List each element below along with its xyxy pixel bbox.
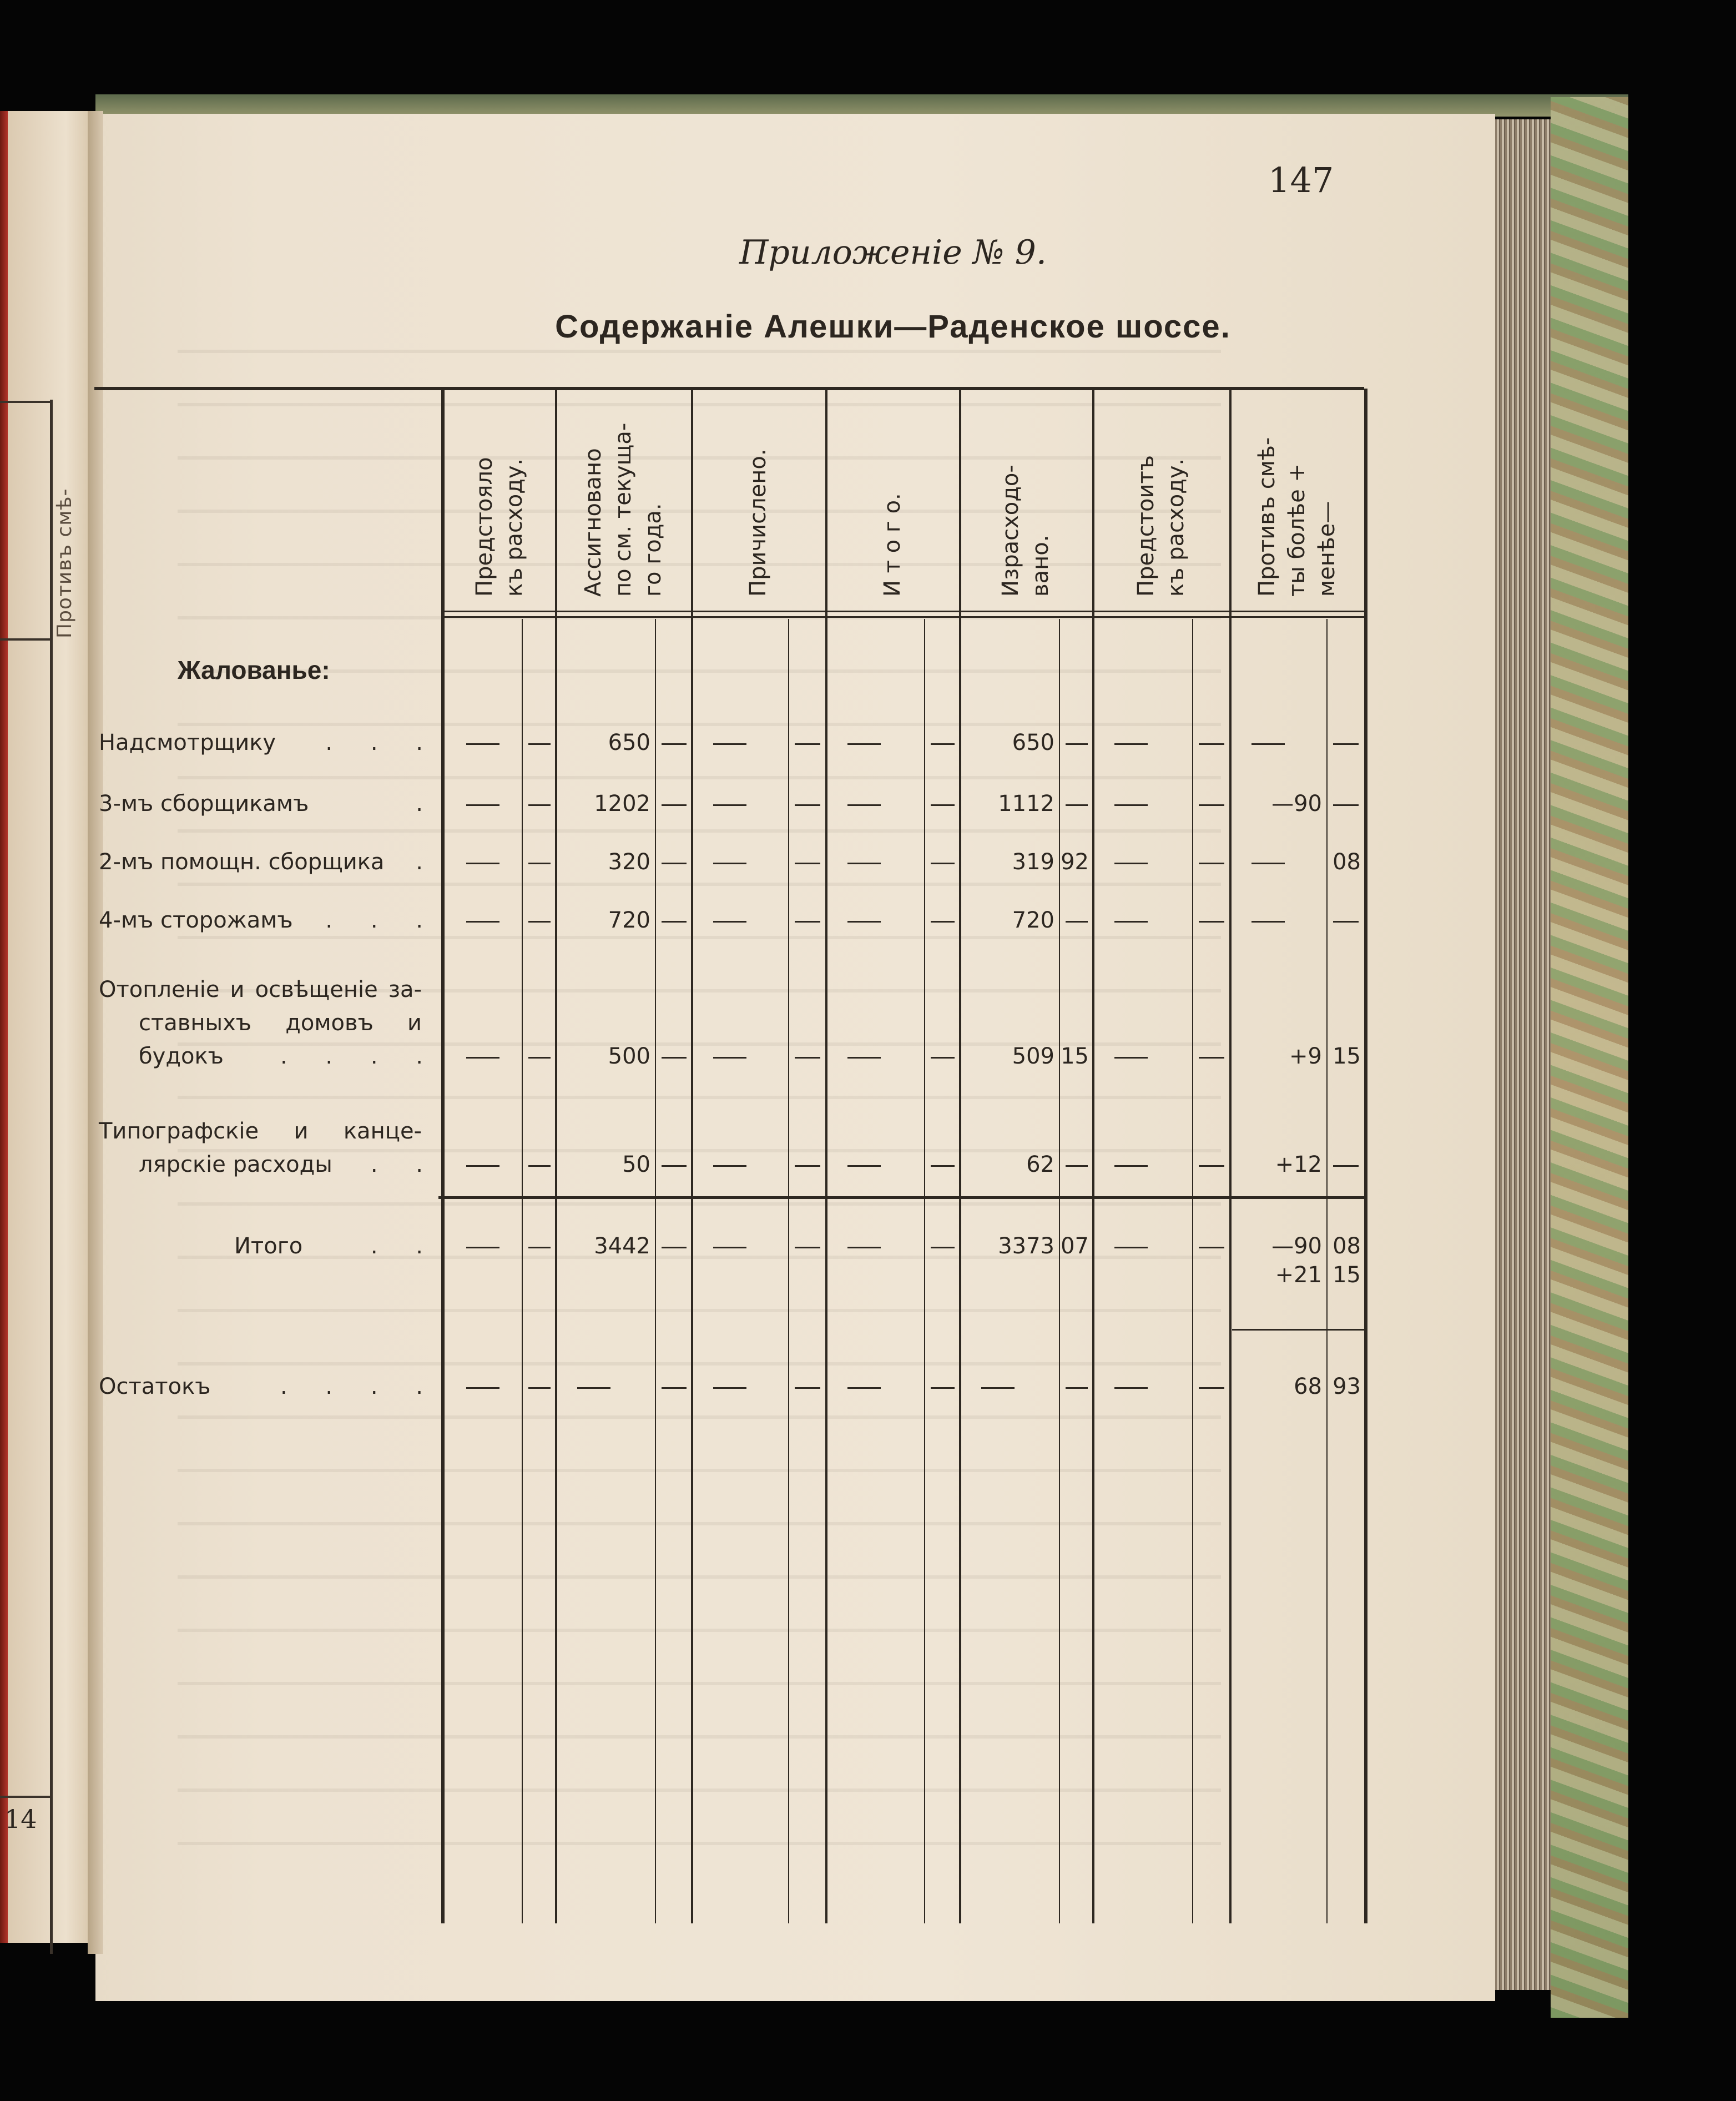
header-rule	[444, 611, 1364, 612]
cell-rubles: 68	[1294, 1374, 1322, 1399]
dash-mark	[795, 1057, 820, 1059]
cell-rubles: 1202	[594, 791, 650, 817]
leader-dots: .	[416, 849, 438, 875]
dash-mark	[1199, 1165, 1224, 1167]
appendix-label: Приложеніе № 9.	[739, 233, 1047, 272]
dash-mark	[713, 921, 746, 923]
cell-rubles: 62	[1026, 1152, 1054, 1177]
leader-dots: . . .	[325, 908, 438, 933]
dash-mark	[931, 1387, 955, 1389]
dash-mark	[662, 921, 687, 923]
dash-mark	[662, 863, 687, 864]
column-header	[877, 493, 907, 597]
dash-mark	[847, 863, 881, 864]
cell-rubles: 720	[1012, 908, 1054, 933]
dash-mark	[1199, 1057, 1224, 1059]
dash-mark	[528, 743, 551, 745]
remainder-label: Остатокъ	[99, 1374, 211, 1399]
row-label: будокъ	[139, 1044, 224, 1069]
row-label: 3-мъ сборщикамъ	[99, 791, 309, 817]
cell-rubles: +9	[1289, 1044, 1322, 1069]
total-label: Итого	[234, 1233, 303, 1259]
cell-rubles: 1112	[998, 791, 1054, 817]
total-extra-rubles: +21	[1275, 1262, 1322, 1288]
cell-kopecks: 15	[1333, 1044, 1361, 1069]
dash-mark	[662, 1165, 687, 1167]
dash-mark	[847, 1057, 881, 1059]
dash-mark	[528, 1057, 551, 1059]
column-header-line: Противъ смѣ-	[1254, 437, 1280, 597]
cell-rubles: —90	[1271, 791, 1322, 817]
cell-kopecks: 92	[1061, 849, 1089, 875]
dash-mark	[713, 743, 746, 745]
kopeck-rule	[522, 619, 523, 1923]
column-header-line: Ассигновано	[580, 448, 606, 597]
kopeck-rule	[924, 619, 925, 1923]
cell-kopecks: 93	[1333, 1374, 1361, 1399]
dash-mark	[981, 1387, 1015, 1389]
previous-page-rule	[0, 638, 53, 641]
column-rule	[825, 389, 827, 1923]
dash-mark	[1199, 1387, 1224, 1389]
leader-dots: .	[416, 791, 438, 817]
leader-dots: . . . .	[280, 1374, 438, 1399]
dash-mark	[847, 1387, 881, 1389]
previous-page	[0, 111, 94, 1943]
dash-mark	[713, 1057, 746, 1059]
column-header	[996, 465, 1056, 597]
dash-mark	[528, 1247, 551, 1248]
cell-rubles: 3373	[998, 1233, 1054, 1259]
dash-mark	[931, 1247, 955, 1248]
cell-kopecks: 08	[1333, 849, 1361, 875]
dash-mark	[577, 1387, 610, 1389]
column-header-line: Предстояло	[472, 457, 497, 597]
column-rule	[1092, 389, 1094, 1923]
row-label: ставныхъ домовъ и	[139, 1010, 422, 1036]
dash-mark	[1333, 921, 1359, 923]
dash-mark	[528, 1387, 551, 1389]
cell-rubles: 650	[608, 730, 650, 755]
dash-mark	[795, 804, 820, 806]
dash-mark	[466, 1247, 499, 1248]
kopeck-rule	[1059, 619, 1060, 1923]
dash-mark	[1251, 743, 1285, 745]
dash-mark	[847, 804, 881, 806]
dash-mark	[1199, 863, 1224, 864]
dash-mark	[528, 921, 551, 923]
cell-kopecks: 15	[1061, 1044, 1089, 1069]
total-rule	[438, 1196, 1364, 1199]
dash-mark	[847, 1247, 881, 1248]
dash-mark	[931, 1057, 955, 1059]
cell-rubles: 500	[608, 1044, 650, 1069]
dash-mark	[1199, 921, 1224, 923]
leader-dots: . .	[370, 1233, 438, 1259]
kopeck-rule	[788, 619, 789, 1923]
column-rule	[691, 389, 693, 1923]
column-header-line: ты болѣе +	[1284, 463, 1310, 597]
dash-mark	[931, 863, 955, 864]
dash-mark	[795, 921, 820, 923]
dash-mark	[847, 1165, 881, 1167]
leader-dots: . . .	[325, 730, 438, 755]
dash-mark	[1199, 804, 1224, 806]
dash-mark	[713, 863, 746, 864]
cell-rubles: 50	[622, 1152, 650, 1177]
dash-mark	[713, 804, 746, 806]
previous-page-rule	[0, 1796, 53, 1798]
dash-mark	[713, 1165, 746, 1167]
dash-mark	[1251, 863, 1285, 864]
previous-page-rule	[50, 400, 53, 1954]
column-header	[1252, 437, 1342, 597]
dash-mark	[466, 863, 499, 864]
dash-mark	[1114, 804, 1148, 806]
dash-mark	[1066, 921, 1088, 923]
dash-mark	[662, 743, 687, 745]
column-header-line: Израсходо-	[998, 465, 1023, 597]
dash-mark	[1333, 743, 1359, 745]
dash-mark	[466, 1165, 499, 1167]
dash-mark	[466, 921, 499, 923]
dash-mark	[466, 1057, 499, 1059]
dash-mark	[1114, 863, 1148, 864]
dash-mark	[662, 1247, 687, 1248]
dash-mark	[847, 743, 881, 745]
column-header-line: Причислено.	[745, 449, 771, 597]
total-extra-kopecks: 15	[1333, 1262, 1361, 1288]
column-header-line: И т о г о.	[879, 493, 905, 597]
previous-page-rule	[0, 401, 53, 403]
previous-page-edge	[0, 111, 8, 1943]
result-rule	[1232, 1329, 1364, 1331]
column-header	[1131, 455, 1191, 597]
cell-kopecks: 07	[1061, 1233, 1089, 1259]
cell-rubles: +12	[1275, 1152, 1322, 1177]
column-rule	[1364, 389, 1367, 1923]
column-header-line: го года.	[640, 503, 666, 597]
previous-page-header: Противъ смѣ-	[53, 488, 76, 638]
leader-dots: . . . .	[280, 1044, 438, 1069]
dash-mark	[528, 1165, 551, 1167]
column-header-line: менѣе—	[1314, 501, 1340, 597]
dash-mark	[795, 863, 820, 864]
dash-mark	[713, 1387, 746, 1389]
leader-dots: . .	[370, 1152, 438, 1177]
bleed-through	[178, 300, 1221, 1854]
row-label: Типографскіе и канце-	[99, 1118, 422, 1144]
row-label: 2-мъ помощн. сборщика	[99, 849, 385, 875]
dash-mark	[466, 804, 499, 806]
dash-mark	[795, 1247, 820, 1248]
dash-mark	[1199, 1247, 1224, 1248]
dash-mark	[662, 804, 687, 806]
cell-rubles: 319	[1012, 849, 1054, 875]
dash-mark	[1114, 1387, 1148, 1389]
dash-mark	[528, 804, 551, 806]
column-rule	[441, 389, 445, 1923]
cell-rubles: 320	[608, 849, 650, 875]
dash-mark	[931, 921, 955, 923]
dash-mark	[1333, 1165, 1359, 1167]
row-label: Отопленіе и освѣщеніе за-	[99, 977, 422, 1002]
dash-mark	[662, 1057, 687, 1059]
row-label: лярскіе расходы	[139, 1152, 332, 1177]
dash-mark	[662, 1387, 687, 1389]
cell-rubles: 720	[608, 908, 650, 933]
dash-mark	[1066, 804, 1088, 806]
column-header-line: по см. текуща-	[610, 422, 636, 597]
page-title: Содержаніе Алешки—Раденское шоссе.	[555, 309, 1231, 345]
dash-mark	[1066, 1387, 1088, 1389]
column-header-line: къ расходу.	[502, 458, 527, 597]
cell-kopecks: 08	[1333, 1233, 1361, 1259]
dash-mark	[1114, 1247, 1148, 1248]
cover-marbled	[1551, 97, 1628, 2018]
previous-page-number: 14	[4, 1804, 37, 1834]
dash-mark	[1114, 1165, 1148, 1167]
column-header	[578, 423, 668, 597]
dash-mark	[795, 743, 820, 745]
cover-top-edge	[95, 94, 1628, 117]
dash-mark	[1066, 743, 1088, 745]
column-header	[470, 457, 529, 597]
dash-mark	[1114, 1057, 1148, 1059]
dash-mark	[1199, 743, 1224, 745]
dash-mark	[1066, 1165, 1088, 1167]
column-header-line: Предстоитъ	[1133, 455, 1159, 597]
cell-rubles: 3442	[594, 1233, 650, 1259]
cell-rubles: 509	[1012, 1044, 1054, 1069]
column-header	[743, 449, 773, 597]
table-top-rule	[94, 387, 1364, 390]
section-heading-salary: Жалованье:	[178, 656, 330, 684]
page-number: 147	[1268, 160, 1334, 200]
dash-mark	[466, 743, 499, 745]
dash-mark	[713, 1247, 746, 1248]
dash-mark	[795, 1387, 820, 1389]
page-edges	[1495, 119, 1551, 1990]
cell-rubles: —90	[1271, 1233, 1322, 1259]
column-header-line: вано.	[1028, 535, 1053, 597]
dash-mark	[847, 921, 881, 923]
dash-mark	[931, 1165, 955, 1167]
dash-mark	[528, 863, 551, 864]
dash-mark	[1114, 921, 1148, 923]
dash-mark	[1251, 921, 1285, 923]
dash-mark	[1333, 804, 1359, 806]
dash-mark	[1114, 743, 1148, 745]
column-header-line: къ расходу.	[1163, 458, 1189, 597]
cell-rubles: 650	[1012, 730, 1054, 755]
row-label: 4-мъ сторожамъ	[99, 908, 293, 933]
dash-mark	[466, 1387, 499, 1389]
dash-mark	[931, 743, 955, 745]
dash-mark	[931, 804, 955, 806]
header-rule	[444, 616, 1364, 618]
dash-mark	[795, 1165, 820, 1167]
row-label: Надсмотрщику	[99, 730, 276, 755]
kopeck-rule	[655, 619, 656, 1923]
kopeck-rule	[1192, 619, 1193, 1923]
